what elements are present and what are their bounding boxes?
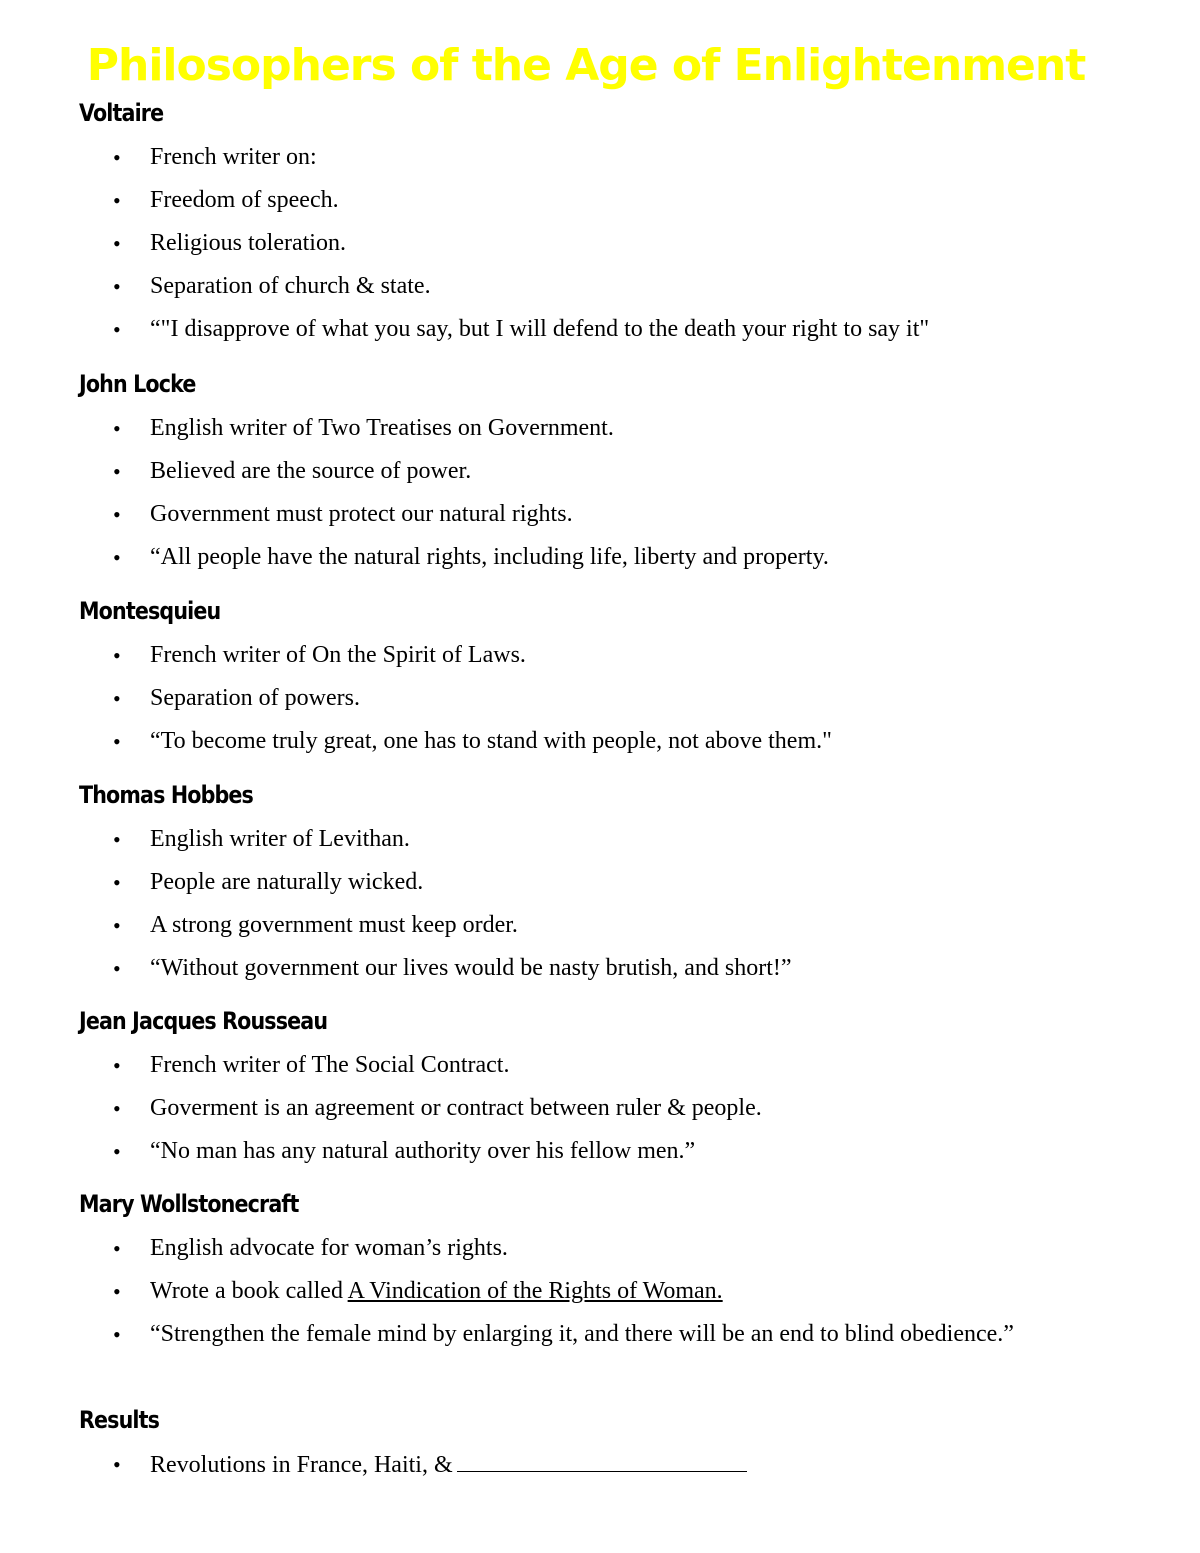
bullet-dot-icon: • bbox=[113, 956, 121, 981]
list-item-text: “To become truly great, one has to stand with people, not above them." bbox=[150, 728, 832, 754]
bullet-list-locke bbox=[0, 413, 1200, 573]
list-item bbox=[0, 683, 1200, 714]
bullet-dot-icon: • bbox=[113, 1096, 121, 1121]
list-item-text: Freedom of speech. bbox=[150, 187, 339, 213]
list-item bbox=[0, 456, 1200, 487]
section-rousseau bbox=[0, 1004, 1200, 1179]
list-item bbox=[0, 1093, 1200, 1124]
list-item-text: English advocate for woman’s rights. bbox=[150, 1235, 508, 1261]
bullet-dot-icon: • bbox=[113, 416, 121, 441]
bullet-dot-icon: • bbox=[113, 686, 121, 711]
bullet-dot-icon: • bbox=[113, 870, 121, 895]
section-heading-wollstonecraft: Mary Wollstonecraft bbox=[79, 1190, 299, 1218]
bullet-dot-icon: • bbox=[113, 145, 121, 170]
bullet-dot-icon: • bbox=[113, 1139, 121, 1164]
bullet-dot-icon: • bbox=[113, 545, 121, 570]
bullet-list-wollstonecraft bbox=[0, 1233, 1200, 1350]
section-heading-hobbes: Thomas Hobbes bbox=[79, 781, 253, 809]
list-item bbox=[0, 824, 1200, 855]
bullet-dot-icon: • bbox=[113, 274, 121, 299]
bullet-dot-icon: • bbox=[113, 231, 121, 256]
list-item bbox=[0, 1136, 1200, 1167]
list-item-text: French writer on: bbox=[150, 144, 317, 170]
bullet-list-rousseau bbox=[0, 1050, 1200, 1167]
list-item bbox=[0, 867, 1200, 898]
bullet-dot-icon: • bbox=[113, 1279, 121, 1304]
list-item-text: “Without government our lives would be nasty brutish, and short!” bbox=[150, 955, 792, 981]
section-montesquieu bbox=[0, 594, 1200, 769]
list-item-text: French writer of On the Spirit of Laws. bbox=[150, 642, 526, 668]
list-item bbox=[0, 1276, 1200, 1307]
list-item-text: “Strengthen the female mind by enlarging it, and there will be an end to blind obedience.” bbox=[150, 1321, 1014, 1347]
list-item-text: “All people have the natural rights, including life, liberty and property. bbox=[150, 544, 829, 570]
list-item-text: “"I disapprove of what you say, but I will defend to the death your right to say it" bbox=[150, 316, 930, 342]
section-heading-results: Results bbox=[79, 1406, 160, 1434]
list-item-text: Separation of church & state. bbox=[150, 273, 431, 299]
page-title: Philosophers of the Age of Enlightenment bbox=[86, 40, 1086, 91]
list-item bbox=[0, 726, 1200, 757]
list-item-text: English writer of Levithan. bbox=[150, 826, 410, 852]
bullet-dot-icon: • bbox=[113, 643, 121, 668]
section-heading-voltaire: Voltaire bbox=[79, 99, 164, 127]
section-heading-locke: John Locke bbox=[79, 370, 196, 398]
section-heading-rousseau: Jean Jacques Rousseau bbox=[79, 1007, 328, 1035]
section-wollstonecraft bbox=[0, 1187, 1200, 1362]
bullet-dot-icon: • bbox=[113, 459, 121, 484]
list-item-text: French writer of The Social Contract. bbox=[150, 1052, 510, 1078]
bullet-dot-icon: • bbox=[113, 827, 121, 852]
list-item bbox=[0, 953, 1200, 984]
bullet-dot-icon: • bbox=[113, 502, 121, 527]
list-item-text: English writer of Two Treatises on Government. bbox=[150, 415, 614, 441]
list-item-text: A strong government must keep order. bbox=[150, 912, 518, 938]
list-item-text: People are naturally wicked. bbox=[150, 869, 424, 895]
bullet-dot-icon: • bbox=[113, 188, 121, 213]
bullet-dot-icon: • bbox=[113, 729, 121, 754]
book-title: A Vindication of the Rights of Woman. bbox=[347, 1278, 723, 1304]
section-results bbox=[0, 1403, 1200, 1493]
section-hobbes bbox=[0, 778, 1200, 996]
list-item bbox=[0, 228, 1200, 259]
list-item bbox=[0, 142, 1200, 173]
list-item bbox=[0, 542, 1200, 573]
list-item-text: “No man has any natural authority over his fellow men.” bbox=[150, 1138, 696, 1164]
list-item bbox=[0, 499, 1200, 530]
list-item-text: Government must protect our natural rights. bbox=[150, 501, 573, 527]
list-item-text: Believed are the source of power. bbox=[150, 458, 472, 484]
list-item bbox=[0, 314, 1200, 345]
list-item bbox=[0, 1233, 1200, 1264]
list-item-text: Revolutions in France, Haiti, & bbox=[150, 1452, 453, 1478]
section-locke bbox=[0, 367, 1200, 585]
list-item-text: Wrote a book called bbox=[150, 1278, 348, 1304]
list-item-text: Goverment is an agreement or contract between ruler & people. bbox=[150, 1095, 762, 1121]
bullet-list-results bbox=[0, 1449, 1200, 1481]
list-item bbox=[0, 1449, 1200, 1481]
fill-in-blank[interactable] bbox=[457, 1449, 747, 1472]
bullet-list-voltaire bbox=[0, 142, 1200, 345]
list-item bbox=[0, 185, 1200, 216]
bullet-dot-icon: • bbox=[113, 1452, 121, 1477]
list-item bbox=[0, 910, 1200, 941]
list-item-text: Religious toleration. bbox=[150, 230, 346, 256]
section-voltaire bbox=[0, 96, 1200, 357]
list-item-text: Separation of powers. bbox=[150, 685, 360, 711]
section-heading-montesquieu: Montesquieu bbox=[79, 597, 221, 625]
bullet-dot-icon: • bbox=[113, 1053, 121, 1078]
list-item bbox=[0, 1319, 1200, 1350]
bullet-list-montesquieu bbox=[0, 640, 1200, 757]
bullet-dot-icon: • bbox=[113, 913, 121, 938]
list-item bbox=[0, 413, 1200, 444]
list-item bbox=[0, 1050, 1200, 1081]
list-item bbox=[0, 640, 1200, 671]
bullet-dot-icon: • bbox=[113, 1236, 121, 1261]
list-item bbox=[0, 271, 1200, 302]
bullet-dot-icon: • bbox=[113, 317, 121, 342]
bullet-dot-icon: • bbox=[113, 1322, 121, 1347]
bullet-list-hobbes bbox=[0, 824, 1200, 984]
